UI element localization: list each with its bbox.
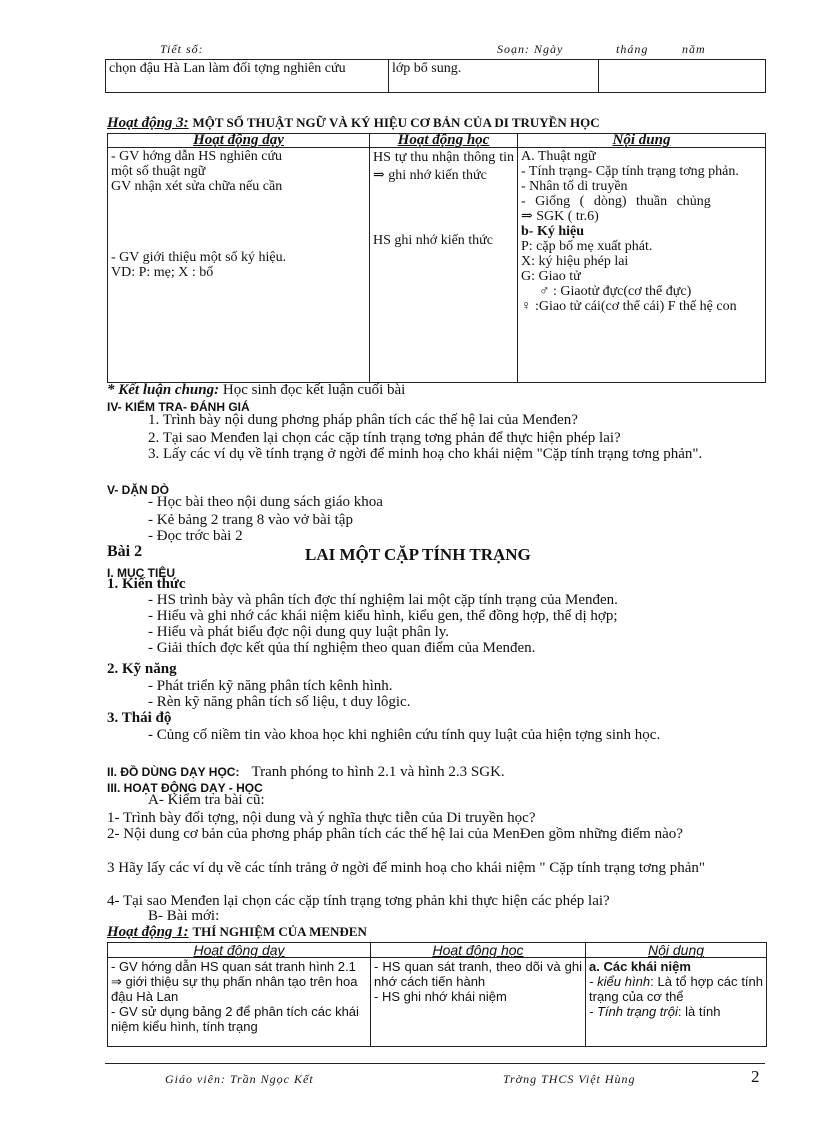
header-year: năm xyxy=(682,42,706,56)
activity3-header-teach: Hoạt động dạy xyxy=(108,134,370,148)
activity3-learn-1b: ghi nhớ kiến thức xyxy=(388,168,487,183)
section3-title: III. HOẠT ĐỘNG DẠY - HỌC xyxy=(107,781,263,795)
new-lesson-label: B- Bài mới: xyxy=(148,908,220,924)
activity3-header-content: Nội dung xyxy=(518,134,766,148)
activity3-learn-2: HS ghi nhớ kiến thức xyxy=(373,233,493,248)
skills-items xyxy=(148,678,410,710)
activity3-content-a-item: - Nhân tố di truyền xyxy=(521,179,628,194)
objectives-title: I. MỤC TIÊU xyxy=(107,566,175,580)
section4-title: IV- KIỂM TRA- ĐÁNH GIÁ xyxy=(107,400,250,414)
activity3-content-b-item: X: ký hiệu phép lai xyxy=(521,254,629,269)
activity3-content-a-item: - Giống ( dòng) thuần chủng xyxy=(521,194,711,209)
footer-school: Trờng THCS Việt Hùng xyxy=(503,1072,636,1086)
section2-text: Tranh phóng to hình 2.1 và hình 2.3 SGK. xyxy=(251,764,505,780)
activity3-content-b-item: P: cặp bố mẹ xuất phát. xyxy=(521,239,653,254)
skills-item: - Rèn kỹ năng phân tích số liệu, t duy lôgic. xyxy=(148,694,411,710)
implies-arrow-icon: ⇒ xyxy=(521,209,533,224)
female-symbol-icon: ♀ xyxy=(521,299,532,314)
check-question-4: 4- Tại sao Menđen lại chọn các cặp tính trạng tơng phản khi thực hiện các phép lai? xyxy=(107,893,610,909)
knowledge-item: - Hiểu và phát biểu đợc nội dung quy luật phân ly. xyxy=(148,624,450,640)
activity3-table xyxy=(107,133,766,383)
activity1-label: Hoạt động 1: xyxy=(107,924,189,940)
section5-items xyxy=(148,494,383,544)
activity3-content-a-item: - Tính trạng- Cặp tính trạng tơng phản. xyxy=(521,164,739,179)
activity3-content-b-title: b- Ký hiệu xyxy=(521,224,585,239)
knowledge-item: - Giải thích đợc kết qủa thí nghiệm theo quan điểm của Menđen. xyxy=(148,640,536,656)
section5-item: - Đọc trớc bài 2 xyxy=(148,528,243,544)
male-symbol-icon: ♂ xyxy=(539,284,550,299)
check-label: A- Kiểm tra bài cũ: xyxy=(148,792,265,808)
activity1-teach-b: giới thiệu sự thụ phấn nhân tạo trên hoa đậu Hà Lan xyxy=(111,974,358,1004)
section4-item: 3. Lấy các ví dụ về tính trạng ở ngời để minh hoạ cho khái niệm "Cặp tính trạng tơng phản". xyxy=(148,446,703,462)
section4-items xyxy=(148,412,764,446)
section5-title: V- DẶN DÒ xyxy=(107,483,170,497)
activity3-title xyxy=(107,115,600,132)
skills-item: - Phát triển kỹ năng phân tích kênh hình. xyxy=(148,678,393,694)
activity1-teach-c: - GV sử dụng bảng 2 để phân tích các khái niệm kiểu hình, tính trạng xyxy=(111,1004,359,1034)
attitude-title: 3. Thái độ xyxy=(107,710,172,726)
continued-cell-teach: chọn đậu Hà Lan làm đối tợng nghiên cứu xyxy=(106,60,389,93)
section4-item: 1. Trình bày nội dung phơng pháp phân tích các thế hệ lai của Menđen? xyxy=(148,412,578,428)
activity1-header-teach: Hoạt động dạy xyxy=(108,943,371,958)
footer-teacher: Giáo viên: Trần Ngọc Kết xyxy=(165,1072,314,1086)
knowledge-item: - Hiểu và ghi nhớ các khái niệm kiểu hình, kiểu gen, thể đồng hợp, thể dị hợp; xyxy=(148,608,618,624)
footer-rule xyxy=(105,1063,765,1064)
header-lesson: Tiết số: xyxy=(160,42,204,56)
implies-arrow-icon: ⇒ xyxy=(111,974,122,989)
activity1-table xyxy=(107,942,767,1047)
header-month: tháng xyxy=(616,42,649,56)
conclusion xyxy=(107,382,405,398)
activity3-female-text: :Giao tử cái(cơ thể cái) F thế hệ con xyxy=(535,299,737,314)
activity3-teach-2-line: VD: P: mẹ; X : bố xyxy=(111,265,214,280)
section5-item: - Kẻ bảng 2 trang 8 vào vở bài tập xyxy=(148,512,353,528)
activity3-content-a-ref: SGK ( tr.6) xyxy=(536,209,599,224)
activity3-male-text: : Giaotử đực(cơ thể đực) xyxy=(553,284,692,299)
knowledge-item: - HS trình bày và phân tích đợc thí nghiệm lai một cặp tính trạng của Menđen. xyxy=(148,592,618,608)
activity1-content-a-term: - kiểu hình xyxy=(589,974,651,989)
knowledge-items xyxy=(148,592,618,656)
activity3-teach-2-line: - GV giới thiệu một số ký hiệu. xyxy=(111,250,287,265)
continued-cell-learn: lớp bổ sung. xyxy=(389,60,599,93)
activity1-learn-a: - HS quan sát tranh, theo dõi và ghi nhớ cách tiến hành xyxy=(374,959,582,989)
activity3-teach-1-line: - GV hớng dẫn HS nghiên cứu xyxy=(111,149,283,164)
conclusion-text: Học sinh đọc kết luận cuối bài xyxy=(222,382,406,398)
activity1-header-content: Nội dung xyxy=(586,943,767,958)
lesson2-title: LAI MỘT CẶP TÍNH TRẠNG xyxy=(305,545,531,564)
activity1-content-b-term: - Tính trạng trội xyxy=(589,1004,678,1019)
activity1-learn-b: - HS ghi nhớ khái niệm xyxy=(374,989,507,1004)
knowledge-title: 1. Kiến thức xyxy=(107,576,186,592)
lesson2-label: Bài 2 xyxy=(107,543,143,560)
check-question-1: 1- Trình bày đối tợng, nội dung và ý nghĩa thực tiễn của Di truyền học? xyxy=(107,810,536,826)
activity1-title xyxy=(107,924,367,941)
section2-title: II. ĐỒ DÙNG DẠY HỌC: xyxy=(107,765,240,779)
activity3-teach-1-line: GV nhận xét sửa chữa nếu cần xyxy=(111,179,283,194)
activity3-header-learn: Hoạt động học xyxy=(370,134,518,148)
header-compose-date: Soạn: Ngày xyxy=(497,42,564,56)
activity3-learn-1a: HS tự thu nhận thông tin xyxy=(373,150,514,165)
check-question-2: 2- Nội dung cơ bản của phơng pháp phân tích các thế hệ lai của MenĐen gồm những điểm nào? xyxy=(107,826,683,842)
section4-item: 2. Tại sao Menđen lại chọn các cặp tính trạng tơng phản để thực hiện phép lai? xyxy=(148,430,621,446)
section2 xyxy=(107,763,505,781)
activity3-heading: MỘT SỐ THUẬT NGỮ VÀ KÝ HIỆU CƠ BẢN CỦA DI TRUYỀN HỌC xyxy=(192,115,600,130)
activity1-header-learn: Hoạt động học xyxy=(371,943,586,958)
conclusion-label: * Kết luận chung: xyxy=(107,382,220,398)
activity3-teach-1-line: một số thuật ngữ xyxy=(111,164,206,179)
activity3-content-b-item: G: Giao tử xyxy=(521,269,581,284)
continued-cell-content xyxy=(599,60,766,93)
implies-arrow-icon: ⇒ xyxy=(373,168,385,183)
activity1-content-b-def: : là tính xyxy=(677,1004,721,1019)
activity1-teach-a: - GV hớng dẫn HS quan sát tranh hình 2.1 xyxy=(111,959,356,974)
section5-item: - Học bài theo nội dung sách giáo khoa xyxy=(148,494,383,510)
activity1-heading: THÍ NGHIỆM CỦA MENĐEN xyxy=(192,924,367,939)
attitude-item: - Củng cố niềm tin vào khoa học khi nghiên cứu tính quy luật của hiện tợng sinh học. xyxy=(148,727,661,743)
activity1-content-title: a. Các khái niệm xyxy=(589,959,691,974)
activity3-content-a-title: A. Thuật ngữ xyxy=(521,149,596,164)
activity3-label: Hoạt động 3: xyxy=(107,115,189,131)
page-number: 2 xyxy=(751,1067,760,1086)
check-question-3: 3 Hãy lấy các ví dụ về các tính trảng ở ngời để minh hoạ cho khái niệm " Cặp tính trạng tơng phản" xyxy=(107,860,705,876)
continued-table xyxy=(105,59,766,93)
activity1-content-a-def: : Là tổ hợp các tính trạng của cơ thể xyxy=(589,974,763,1004)
skills-title: 2. Kỹ năng xyxy=(107,661,177,677)
